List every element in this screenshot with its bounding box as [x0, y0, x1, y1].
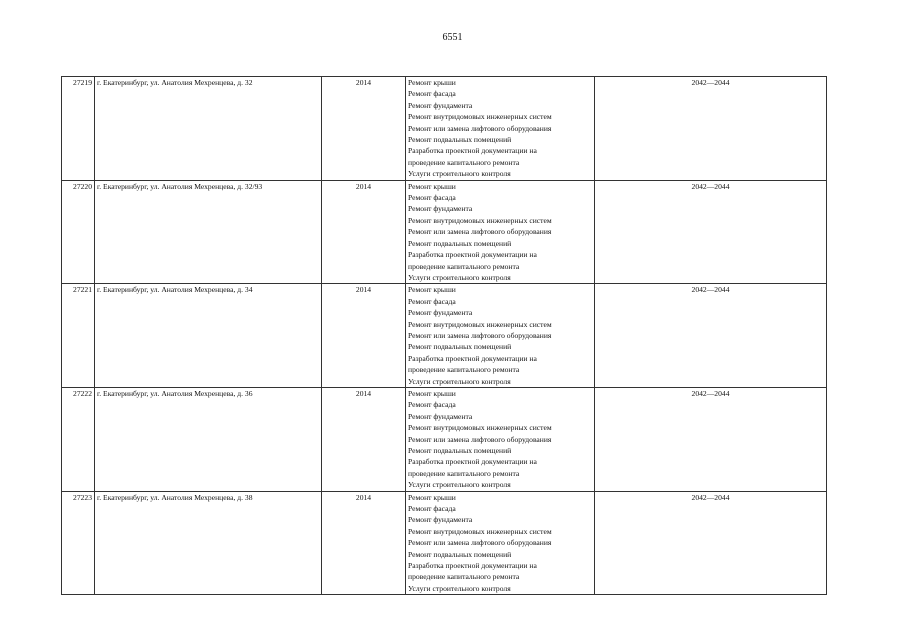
- work-item: Ремонт внутридомовых инженерных систем: [408, 526, 552, 536]
- work-item: Ремонт фундамента: [408, 308, 473, 318]
- row-address: г. Екатеринбург, ул. Анатолия Мехренцева, д. 36: [95, 387, 322, 491]
- row-works: [406, 180, 595, 284]
- work-item: Услуги строительного контроля: [408, 376, 511, 386]
- row-period: 2042—2044: [595, 77, 827, 181]
- work-item: Ремонт внутридомовых инженерных систем: [408, 319, 552, 329]
- work-item: Ремонт или замена лифтового оборудования: [408, 434, 552, 444]
- work-item: Разработка проектной документации на: [408, 353, 537, 363]
- row-number: 27221: [62, 284, 95, 388]
- page-number: 6551: [442, 32, 463, 43]
- row-year: 2014: [322, 284, 406, 388]
- row-address: г. Екатеринбург, ул. Анатолия Мехренцева, д. 38: [95, 491, 322, 595]
- table-row: [62, 491, 827, 595]
- work-item: Ремонт фасада: [408, 89, 456, 99]
- row-number: 27219: [62, 77, 95, 181]
- row-number: 27222: [62, 387, 95, 491]
- work-item: Ремонт или замена лифтового оборудования: [408, 538, 552, 548]
- work-item: Разработка проектной документации на: [408, 146, 537, 156]
- work-item: Ремонт или замена лифтового оборудования: [408, 330, 552, 340]
- work-item: Разработка проектной документации на: [408, 561, 537, 571]
- row-works: [406, 387, 595, 491]
- row-works: [406, 284, 595, 388]
- row-works: [406, 77, 595, 181]
- table-row: [62, 284, 827, 388]
- row-period: 2042—2044: [595, 491, 827, 595]
- work-item: Услуги строительного контроля: [408, 583, 511, 593]
- work-item: проведение капитального ремонта: [408, 572, 520, 582]
- work-item: Ремонт внутридомовых инженерных систем: [408, 423, 552, 433]
- row-address: г. Екатеринбург, ул. Анатолия Мехренцева, д. 34: [95, 284, 322, 388]
- work-item: Ремонт или замена лифтового оборудования: [408, 123, 552, 133]
- work-item: Ремонт фасада: [408, 400, 456, 410]
- work-item: проведение капитального ремонта: [408, 157, 520, 167]
- row-address: г. Екатеринбург, ул. Анатолия Мехренцева, д. 32: [95, 77, 322, 181]
- work-item: Ремонт фундамента: [408, 411, 473, 421]
- work-item: Ремонт крыши: [408, 285, 456, 295]
- capital-repair-table: [61, 76, 827, 595]
- table-row: [62, 387, 827, 491]
- row-year: 2014: [322, 77, 406, 181]
- work-item: Ремонт подвальных помещений: [408, 135, 512, 145]
- row-year: 2014: [322, 180, 406, 284]
- row-address: г. Екатеринбург, ул. Анатолия Мехренцева, д. 32/93: [95, 180, 322, 284]
- work-item: проведение капитального ремонта: [408, 261, 520, 271]
- work-item: Ремонт крыши: [408, 492, 456, 502]
- work-item: Ремонт фундамента: [408, 100, 473, 110]
- row-number: 27223: [62, 491, 95, 595]
- work-item: Услуги строительного контроля: [408, 169, 511, 179]
- work-item: Ремонт крыши: [408, 78, 456, 87]
- work-item: Ремонт внутридомовых инженерных систем: [408, 112, 552, 122]
- work-item: Ремонт подвальных помещений: [408, 238, 512, 248]
- row-works: [406, 491, 595, 595]
- work-item: Разработка проектной документации на: [408, 250, 537, 260]
- work-item: Ремонт фундамента: [408, 515, 473, 525]
- row-year: 2014: [322, 387, 406, 491]
- work-item: Ремонт подвальных помещений: [408, 549, 512, 559]
- table-row: [62, 180, 827, 284]
- work-item: Ремонт фундамента: [408, 204, 473, 214]
- row-number: 27220: [62, 180, 95, 284]
- row-year: 2014: [322, 491, 406, 595]
- work-item: проведение капитального ремонта: [408, 365, 520, 375]
- work-item: Услуги строительного контроля: [408, 272, 511, 282]
- work-item: Ремонт крыши: [408, 388, 456, 398]
- table-body: [62, 77, 827, 595]
- work-item: Ремонт или замена лифтового оборудования: [408, 227, 552, 237]
- work-item: Ремонт подвальных помещений: [408, 342, 512, 352]
- row-period: 2042—2044: [595, 180, 827, 284]
- work-item: Услуги строительного контроля: [408, 480, 511, 490]
- work-item: Ремонт фасада: [408, 504, 456, 514]
- table-row: [62, 77, 827, 181]
- row-period: 2042—2044: [595, 284, 827, 388]
- work-item: проведение капитального ремонта: [408, 468, 520, 478]
- work-item: Ремонт крыши: [408, 181, 456, 191]
- work-item: Ремонт подвальных помещений: [408, 446, 512, 455]
- work-item: Ремонт фасада: [408, 193, 456, 203]
- row-period: 2042—2044: [595, 387, 827, 491]
- work-item: Разработка проектной документации на: [408, 457, 537, 467]
- work-item: Ремонт фасада: [408, 296, 456, 306]
- work-item: Ремонт внутридомовых инженерных систем: [408, 215, 552, 225]
